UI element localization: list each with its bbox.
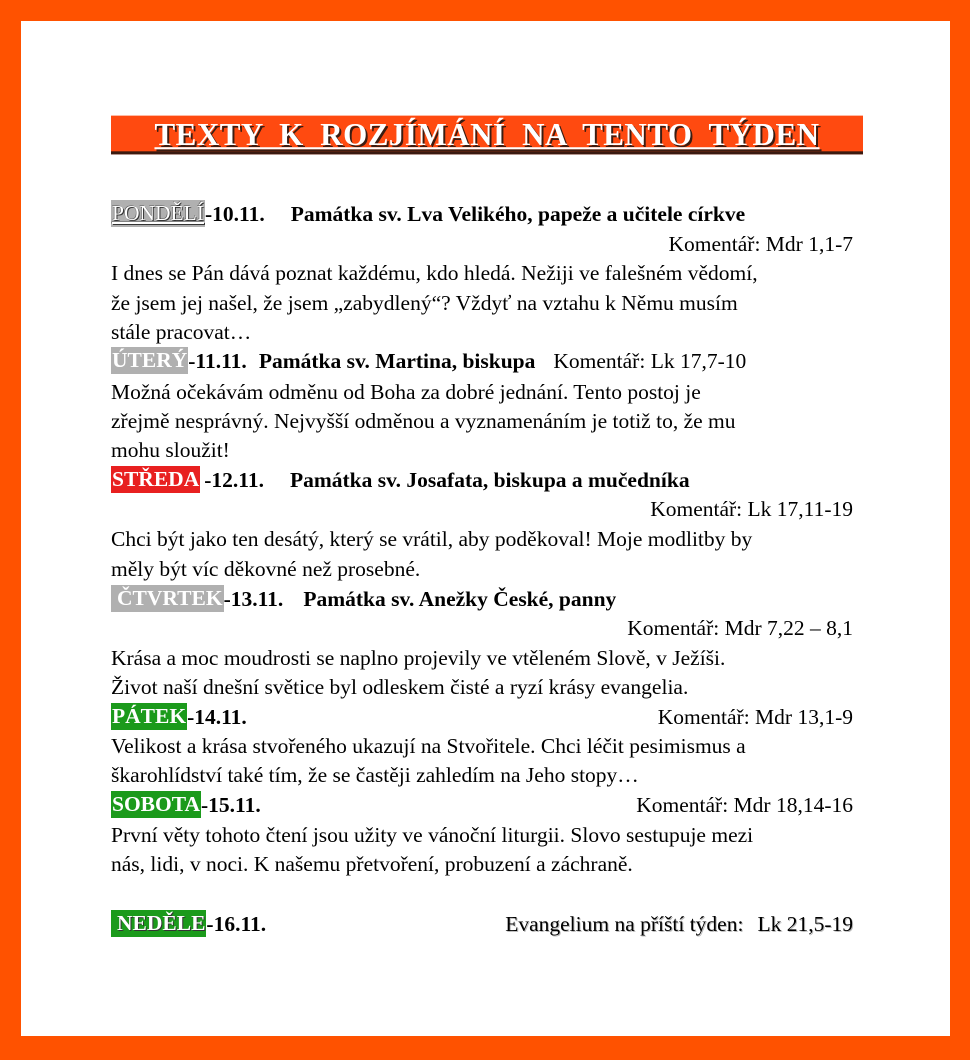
day-header-saturday: [111, 790, 861, 820]
day-date: -11.11.: [188, 349, 247, 373]
reflection-line: měly být víc děkovné než prosebné.: [111, 557, 421, 581]
reflection-line: zřejmě nesprávný. Nejvyšší odměnou a vyznamenáním je totiž to, že mu: [111, 409, 736, 433]
reflection-line: Krása a moc moudrosti se naplno projevily ve vtěleném Slově, v Ježíši.: [111, 646, 726, 670]
reflection-line: škarohlídství také tím, že se častěji zahledím na Jeho stopy…: [111, 763, 639, 787]
reflection-line: První věty tohoto čtení jsou užity ve vánoční liturgii. Slovo sestupuje mezi: [111, 823, 754, 847]
day-header-thursday: [111, 584, 861, 614]
day-label-thursday: ČTVRTEK: [111, 585, 224, 612]
commentary-ref: Komentář: Mdr 7,22 – 8,1: [627, 616, 853, 640]
day-label-friday: PÁTEK: [112, 704, 187, 728]
commentary-line: [111, 613, 861, 643]
reflection-line: Možná očekávám odměnu od Boha za dobré jednání. Tento postoj je: [111, 380, 701, 404]
day-date: -16.11.: [206, 912, 267, 936]
reflection-line: nás, lidi, v noci. K našemu přetvoření, probuzení a záchraně.: [111, 852, 633, 876]
day-header-monday: [111, 199, 861, 229]
page-title: TEXTY K ROZJÍMÁNÍ NA TENTO TÝDEN: [111, 116, 863, 155]
day-date: -15.11.: [201, 793, 261, 817]
day-date: -14.11.: [187, 705, 247, 729]
commentary-ref: Komentář: Mdr 13,1-9: [657, 705, 853, 729]
commentary-ref: Komentář: Mdr 1,1-7: [668, 232, 853, 256]
commentary-ref: Komentář: Mdr 18,14-16: [636, 793, 853, 817]
reflection-line: Chci být jako ten desátý, který se vrátil, aby poděkoval! Moje modlitby by: [111, 527, 753, 551]
reflection-line: I dnes se Pán dává poznat každému, kdo hledá. Nežiji ve falešném vědomí,: [111, 261, 758, 285]
gospel-label: Evangelium na příští týden:: [505, 912, 744, 936]
day-date: -10.11.: [204, 202, 265, 226]
commentary-line: [111, 494, 861, 524]
day-label-saturday: SOBOTA: [112, 792, 201, 816]
day-header-tuesday: [111, 346, 861, 376]
gospel-next-week: [505, 909, 853, 939]
gospel-ref: Lk 21,5-19: [757, 912, 853, 936]
day-header-friday: [111, 702, 861, 732]
day-label-wednesday: STŘEDA: [112, 467, 200, 491]
day-header-wednesday: [111, 465, 861, 495]
commentary-line: [111, 229, 861, 259]
reflection-line: Život naší dnešní světice byl odleskem čisté a ryzí krásy evangelia.: [111, 675, 689, 699]
day-label-tuesday: ÚTERÝ: [112, 348, 188, 372]
feast-title: Památka sv. Lva Velikého, papeže a učitele církve: [290, 202, 746, 226]
feast-title: Památka sv. Martina, biskupa: [258, 349, 536, 373]
feast-title: Památka sv. Anežky České, panny: [303, 587, 617, 611]
feast-title: Památka sv. Josafata, biskupa a mučedníka: [289, 468, 690, 492]
commentary-ref: Komentář: Lk 17,11-19: [650, 497, 853, 521]
reflection-line: že jsem jej našel, že jsem „zabydlený“? Vždyť na vztahu k Němu musím: [111, 291, 738, 315]
reflection-line: stále pracovat…: [111, 320, 252, 344]
commentary-ref: Komentář: Lk 17,7-10: [553, 349, 747, 373]
day-date: -13.11.: [223, 587, 284, 611]
reflection-line: Velikost a krása stvořeného ukazují na Stvořitele. Chci léčit pesimismus a: [111, 734, 746, 758]
day-date: -12.11.: [204, 468, 264, 492]
day-label-monday: PONDĚLÍ: [112, 201, 204, 225]
day-header-sunday: [111, 909, 861, 939]
day-label-sunday: NEDĚLE: [111, 910, 206, 937]
reflection-line: mohu sloužit!: [111, 438, 230, 462]
